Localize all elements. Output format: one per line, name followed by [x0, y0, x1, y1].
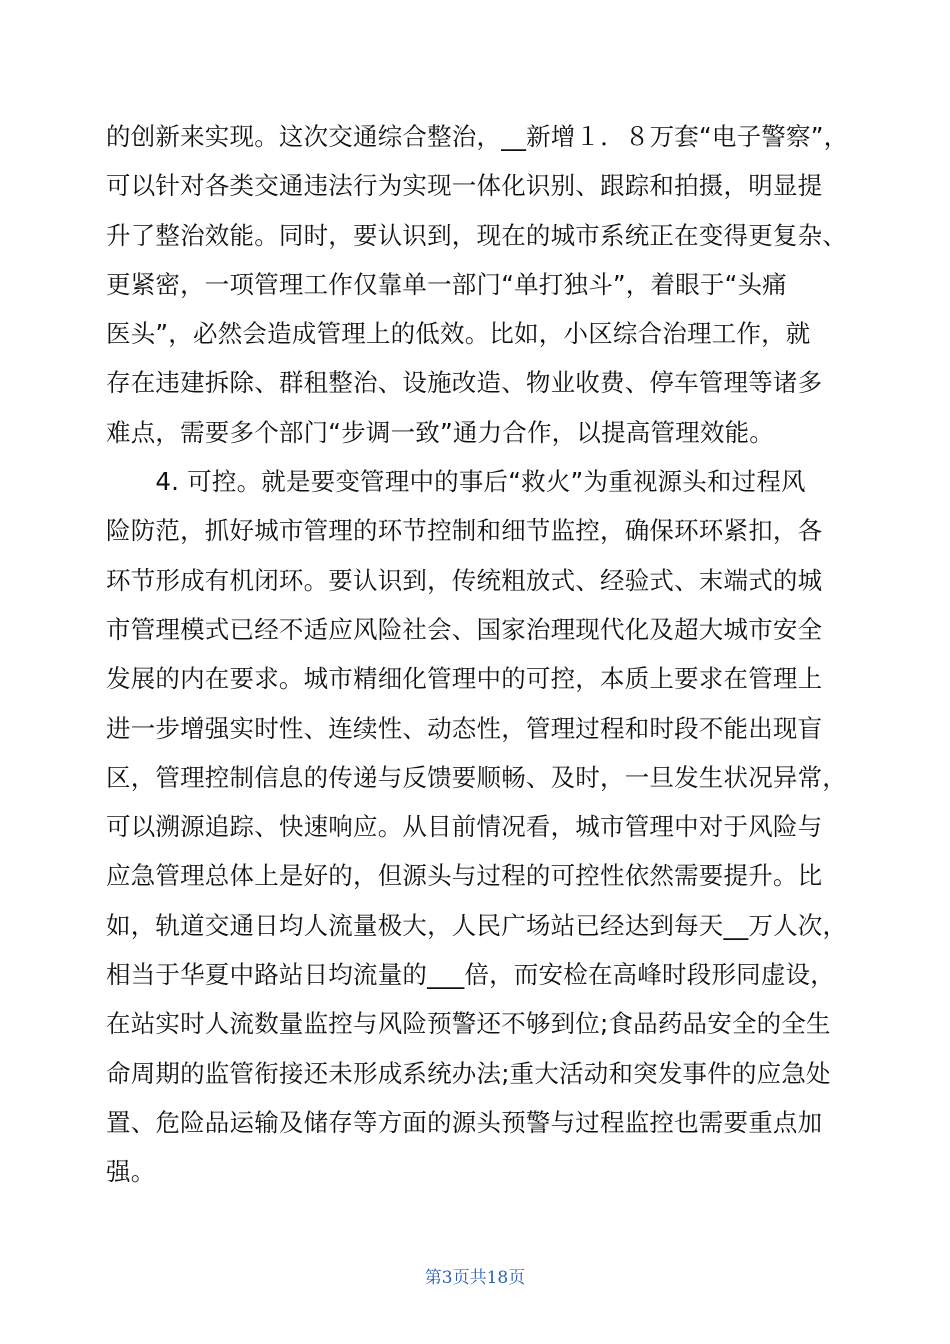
text-line: 进一步增强实时性、连续性、动态性，管理过程和时段不能出现盲 — [106, 713, 823, 743]
text-line: 4. 可控。就是要变管理中的事后“救火”为重视源头和过程风 — [106, 467, 806, 497]
text-line: 相当于华夏中路站日均流量的___倍，而安检在高峰时段形同虚设， — [106, 960, 835, 990]
text-line: 如，轨道交通日均人流量极大，人民广场站已经达到每天__万人次， — [106, 910, 848, 940]
text-line: 强。 — [106, 1157, 156, 1187]
text-line: 环节形成有机闭环。要认识到，传统粗放式、经验式、末端式的城 — [106, 565, 823, 595]
text-line: 在站实时人流数量监控与风险预警还不够到位;食品药品安全的全生 — [106, 1009, 831, 1039]
text-line: 可以溯源追踪、快速响应。从目前情况看，城市管理中对于风险与 — [106, 812, 823, 842]
text-line: 更紧密，一项管理工作仅靠单一部门“单打独斗”，着眼于“头痛 — [106, 269, 787, 299]
text-line: 升了整治效能。同时，要认识到，现在的城市系统正在变得更复杂、 — [106, 220, 847, 250]
text-line: 可以针对各类交通违法行为实现一体化识别、跟踪和拍摄，明显提 — [106, 171, 823, 201]
text-line: 的创新来实现。这次交通综合整治，__新增１．８万套“电子警察”， — [106, 122, 849, 151]
text-line: 难点，需要多个部门“步调一致”通力合作，以提高管理效能。 — [106, 417, 774, 447]
text-line: 险防范，抓好城市管理的环节控制和细节监控，确保环环紧扣，各 — [106, 516, 823, 546]
text-line: 存在违建拆除、群租整治、设施改造、物业收费、停车管理等诸多 — [106, 368, 823, 398]
text-line: 发展的内在要求。城市精细化管理中的可控，本质上要求在管理上 — [106, 664, 823, 694]
text-line: 区，管理控制信息的传递与反馈要顺畅、及时，一旦发生状况异常， — [106, 762, 847, 792]
page-number-footer: 第3页共18页 — [424, 1268, 526, 1288]
text-line: 命周期的监管衔接还未形成系统办法;重大活动和突发事件的应急处 — [106, 1058, 831, 1088]
text-line: 市管理模式已经不适应风险社会、国家治理现代化及超大城市安全 — [106, 614, 823, 644]
text-line: 医头”，必然会造成管理上的低效。比如，小区综合治理工作，就 — [106, 319, 811, 349]
body-text — [106, 112, 849, 1197]
text-line: 置、危险品运输及储存等方面的源头预警与过程监控也需要重点加 — [106, 1107, 823, 1137]
text-line: 应急管理总体上是好的，但源头与过程的可控性依然需要提升。比 — [106, 861, 823, 891]
